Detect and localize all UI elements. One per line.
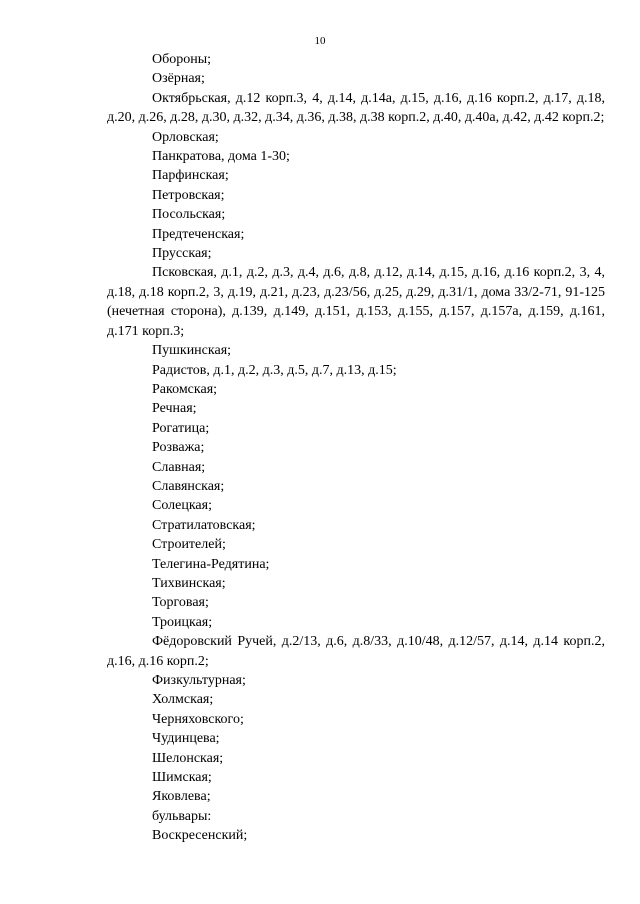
street-entry: Шелонская; <box>152 750 224 766</box>
street-entry: Холмская; <box>152 692 214 708</box>
street-entry: Воскресенский; <box>152 828 248 844</box>
street-entry: Чудинцева; <box>152 731 220 747</box>
street-entry: Строителей; <box>152 537 226 553</box>
street-entry: Парфинская; <box>152 168 229 184</box>
street-entry: Физкультурная; <box>152 673 246 688</box>
street-entry: Посольская; <box>152 207 226 223</box>
street-entry: Ракомская; <box>152 381 218 397</box>
street-entry: Яковлева; <box>152 789 211 805</box>
street-entry: Фёдоровский Ручей, д.2/13, д.6, д.8/33, д.10/48, д.12/57, д.14, д.14 корп.2, д.16, д.16 корп.2; <box>107 634 605 669</box>
street-entry: Радистов, д.1, д.2, д.3, д.5, д.7, д.13, д.15; <box>152 362 397 378</box>
street-entry: Предтеченская; <box>152 226 245 242</box>
street-entry: Рогатица; <box>152 420 210 436</box>
street-entry: Шимская; <box>152 770 212 786</box>
street-entry: Октябрьская, д.12 корп.3, 4, д.14, д.14а, д.15, д.16, д.16 корп.2, д.17, д.18, д.20, д.26, д.28, д.30, д.32, д.34, д.36, д.38, д.38 корп.2, д.40, д.40а, д.42, д.42 корп.2; <box>107 90 605 126</box>
street-entry: Речная; <box>152 401 197 417</box>
street-entry: Озёрная; <box>152 71 205 87</box>
section-heading-boulevards: бульвары: <box>152 808 212 824</box>
street-entry: Розважа; <box>152 440 205 456</box>
street-entry: Петровская; <box>152 187 225 203</box>
street-entry: Стратилатовская; <box>152 517 256 533</box>
street-entry: Прусская; <box>152 246 212 262</box>
street-entry: Солецкая; <box>152 498 212 514</box>
street-entry: Славянская; <box>152 478 225 494</box>
street-entry: Телегина-Редятина; <box>152 556 270 572</box>
street-entry: Псковская, д.1, д.2, д.3, д.4, д.6, д.8, д.12, д.14, д.15, д.16, д.16 корп.2, 3, 4, д.18, д.18 корп.2, 3, д.19, д.21, д.23, д.23/56, д.25, д.29, д.31/1, дома 33/2-71, 91-125 (нечетная сторона), д.139, д.149, д.151, д.153, д.155, д.157, д.157а, д.159, д.161, д.171 корп.3; <box>107 265 605 339</box>
street-entry: Торговая; <box>152 595 209 611</box>
street-entry: Пушкинская; <box>152 343 232 359</box>
street-entry: Обороны; <box>152 52 212 67</box>
page-number: 10 <box>314 35 326 47</box>
street-entry: Черняховского; <box>152 711 244 727</box>
street-entry: Орловская; <box>152 129 219 145</box>
street-entry: Панкратова, дома 1-30; <box>152 149 290 165</box>
street-entry: Троицкая; <box>152 614 213 630</box>
street-list <box>107 50 605 846</box>
street-entry: Славная; <box>152 459 206 475</box>
street-entry: Тихвинская; <box>152 575 226 591</box>
